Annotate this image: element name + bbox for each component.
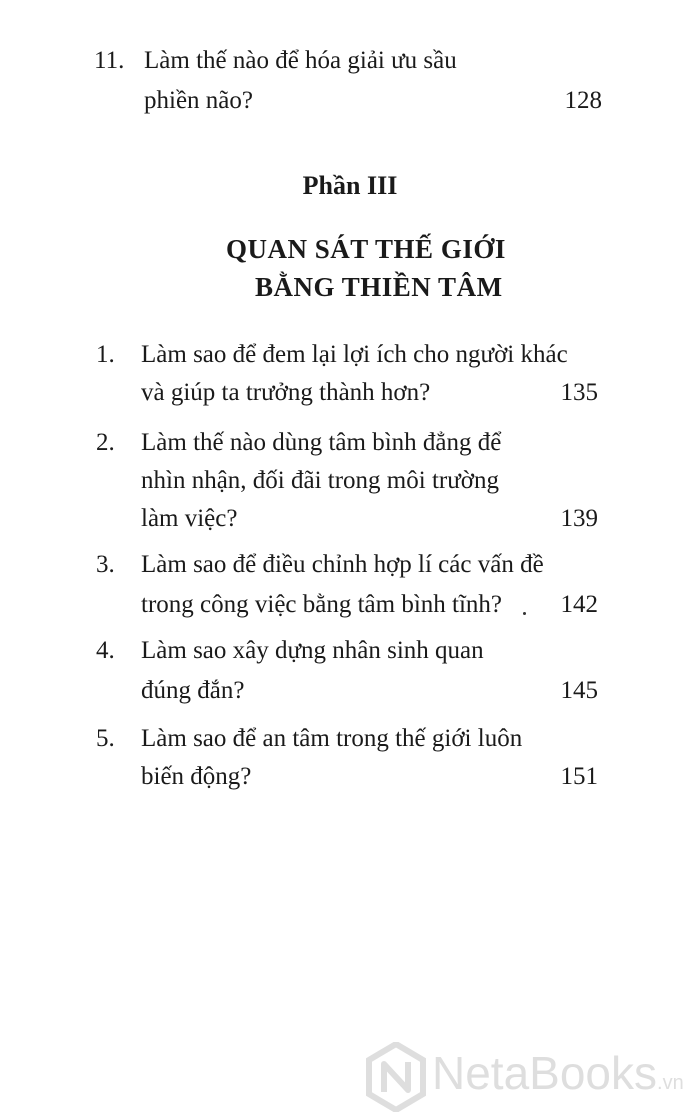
entry-number: 4. bbox=[96, 637, 115, 664]
entry-number: 11. bbox=[94, 47, 125, 74]
netabooks-logo-icon bbox=[366, 1042, 426, 1112]
entry-title-line: Làm sao để đem lại lợi ích cho người khác bbox=[141, 341, 568, 368]
entry-page-number: 128 bbox=[564, 87, 602, 114]
part-label: Phần III bbox=[302, 171, 398, 200]
entry-number: 3. bbox=[96, 551, 115, 578]
entry-title-line: Làm sao để an tâm trong thế giới luôn bbox=[141, 725, 523, 752]
entry-title-line: Làm sao xây dựng nhân sinh quan bbox=[141, 637, 484, 664]
watermark-suffix: .vn bbox=[657, 1072, 684, 1094]
watermark bbox=[362, 1036, 700, 1120]
entry-number: 2. bbox=[96, 429, 115, 456]
entry-title-line: và giúp ta trưởng thành hơn? bbox=[141, 379, 431, 406]
entry-number: 5. bbox=[96, 725, 115, 752]
entry-page-number: 142 bbox=[560, 591, 598, 618]
entry-title-line: biến động? bbox=[141, 763, 252, 790]
entry-page-number: 139 bbox=[560, 505, 598, 532]
entry-page-number: 145 bbox=[560, 677, 598, 704]
entry-title-line: Làm thế nào để hóa giải ưu sầu bbox=[144, 47, 457, 74]
entry-title-line: Làm sao để điều chỉnh hợp lí các vấn đề bbox=[141, 551, 544, 578]
entry-title-line: đúng đắn? bbox=[141, 677, 245, 704]
entry-title-line: làm việc? bbox=[141, 505, 238, 532]
entry-title-line: nhìn nhận, đối đãi trong môi trường bbox=[141, 467, 499, 494]
watermark-text bbox=[432, 1046, 684, 1100]
entry-number: 1. bbox=[96, 341, 115, 368]
entry-title-line: trong công việc bằng tâm bình tĩnh? bbox=[141, 591, 503, 618]
watermark-brand: NetaBooks bbox=[432, 1047, 658, 1099]
ink-speck bbox=[523, 612, 526, 615]
section-title-line: QUAN SÁT THẾ GIỚI bbox=[226, 234, 506, 264]
entry-title-line: phiền não? bbox=[144, 87, 253, 114]
section-title-line: BẰNG THIỀN TÂM bbox=[255, 272, 503, 302]
entry-page-number: 151 bbox=[560, 763, 598, 790]
entry-title-line: Làm thế nào dùng tâm bình đẳng để bbox=[141, 429, 502, 456]
entry-page-number: 135 bbox=[560, 379, 598, 406]
